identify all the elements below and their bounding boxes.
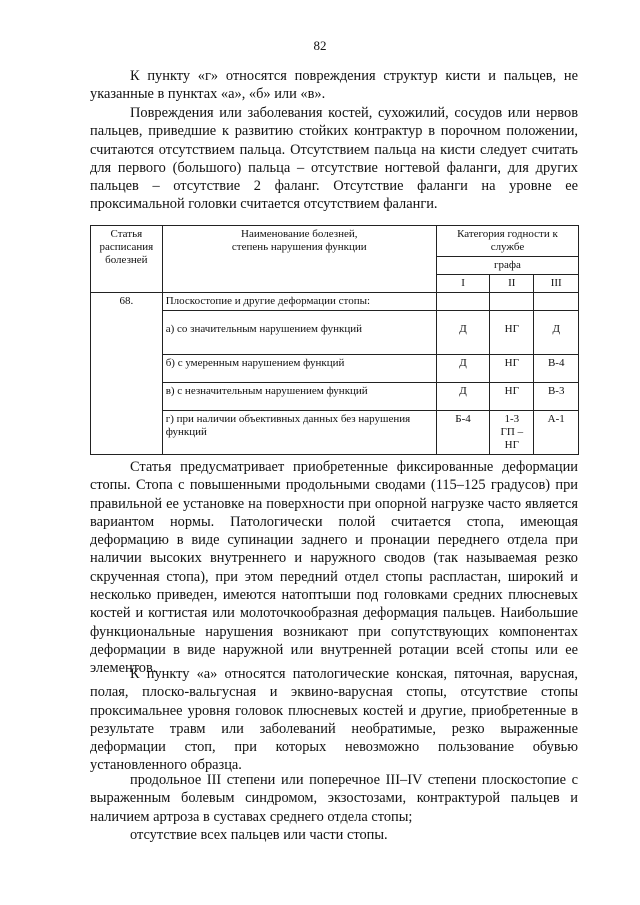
table-row — [91, 411, 579, 455]
row-g2-line2: ГП – — [500, 426, 524, 438]
header-category-line2: службе — [490, 241, 525, 253]
table-row — [91, 293, 579, 311]
header-column-label: графа — [436, 257, 578, 275]
row-g2-line3: НГ — [504, 439, 519, 451]
row-name: б) с умеренным нарушением функций — [162, 355, 436, 383]
table-row — [91, 311, 579, 355]
paragraph: отсутствие всех пальцев или части стопы. — [130, 827, 388, 843]
row-g2: НГ — [490, 311, 534, 355]
header-name — [162, 226, 436, 293]
table-header-row — [91, 226, 579, 257]
table-row — [91, 383, 579, 411]
row-name: г) при наличии объективных данных без нарушения функций — [162, 411, 436, 455]
fitness-category-table — [90, 225, 579, 455]
row-g2-line1: 1-3 — [504, 413, 520, 425]
header-col1: I — [436, 275, 489, 293]
paragraph: К пункту «г» относятся повреждения структур кисти и пальцев, не указанные в пунктах «а», «б» или «в». — [90, 68, 578, 103]
header-col3: III — [534, 275, 579, 293]
paragraph: Статья предусматривает приобретенные фиксированные деформации стопы. Стопа с повышенными продольными сводами (115–125 градусов) при правильной ее установке на поверхности при опорной нагрузке часто является вариантом нормы. Патологически полой считается стопа, имеющая деформацию в виде супинации заднего и пронации переднего отдела при наличии высоких внутреннего и наружного сводов (так называемая резко скрученная стопа), при этом передний отдел стопы распластан, широкий и несколько приведен, имеются натоптыши под головками средних плюсневых костей и когтистая или молоточкообразная деформация пальцев. Наибольшие функциональные нарушения возникают при сопутствующих компонентах деформации в виде наружной или внутренней ротации всей стопы или ее элементов. — [90, 459, 578, 677]
row-g3: Д — [534, 311, 579, 355]
article-number: 68. — [91, 293, 163, 455]
row-g1: Б-4 — [436, 411, 489, 455]
row-g3: В-4 — [534, 355, 579, 383]
paragraph: К пункту «а» относятся патологические конская, пяточная, варусная, полая, плоско-вальгусная и эквино-варусная стопы, отсутствие стопы проксимальнее уровня головок плюсневых костей и другие, приобретенные в результате травм или заболеваний необратимые, резко выраженные деформации стоп, при которых невозможно пользование обувью установленного образца. — [90, 666, 578, 774]
paragraph: продольное III степени или поперечное III–IV степени плоскостопие с выраженным болевым синдромом, экзостозами, контрактурой пальцев и наличием артроза в суставах среднего отдела стопы; — [90, 772, 578, 825]
row-g2: НГ — [490, 355, 534, 383]
header-name-line1: Наименование болезней, — [241, 228, 358, 240]
header-col2: II — [490, 275, 534, 293]
header-category — [436, 226, 578, 257]
row-g2 — [490, 411, 534, 455]
row-g1: Д — [436, 383, 489, 411]
row-g3: А-1 — [534, 411, 579, 455]
row-name: в) с незначительным нарушением функций — [162, 383, 436, 411]
row-g2: НГ — [490, 383, 534, 411]
row-g3: В-3 — [534, 383, 579, 411]
table-intro: Плоскостопие и другие деформации стопы: — [162, 293, 436, 311]
page-number: 82 — [313, 38, 327, 53]
row-name: а) со значительным нарушением функций — [162, 311, 436, 355]
header-category-line1: Категория годности к — [457, 228, 558, 240]
row-g1: Д — [436, 311, 489, 355]
row-g1: Д — [436, 355, 489, 383]
table-row — [91, 355, 579, 383]
paragraph: Повреждения или заболевания костей, сухожилий, сосудов или нервов пальцев, приведшие к развитию стойких контрактур в порочном положении, считаются отсутствием пальца. Отсутствием пальца на кисти следует считать для первого (большого) пальца – отсутствие ногтевой фаланги, для других пальцев – отсутствие 2 фаланг. Отсутствие фаланги на уровне ее проксимальной головки считается отсутствием фаланги. — [90, 105, 578, 213]
header-name-line2: степень нарушения функции — [231, 241, 367, 253]
header-article: Статья расписания болезней — [91, 226, 163, 293]
